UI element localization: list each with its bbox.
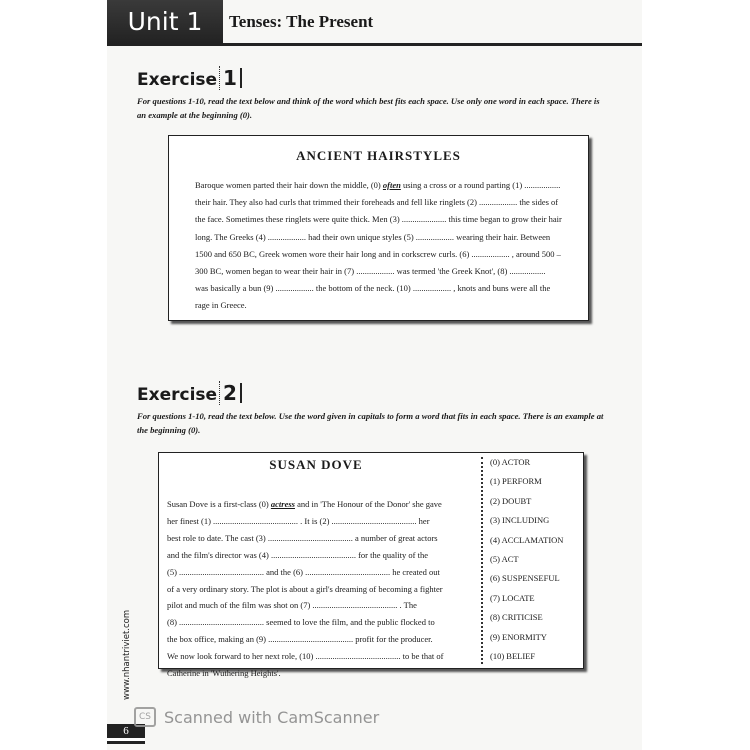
passage-line <box>195 300 247 310</box>
line-text: pilot and much of the film was shot on (7) ........................................ . The <box>167 600 417 611</box>
passage-line <box>167 550 428 560</box>
line-text: 1500 and 650 BC, Greek women wore their hair long and in corkscrew curls. (6) .................. , around 500 – <box>195 248 561 259</box>
word-list-item: (9) ENORMITY <box>490 631 547 642</box>
line-text: (8) ........................................ seemed to love the film, and the public flocked to <box>167 617 435 628</box>
word-list-item: (6) SUSPENSEFUL <box>490 573 560 584</box>
unit-label: Unit 1 <box>107 0 223 44</box>
unit-title: Tenses: The Present <box>229 12 374 31</box>
exercise-number: 1 <box>219 66 237 90</box>
exercise-2-passage-box <box>158 452 584 678</box>
word-list-item: (5) ACT <box>490 554 519 564</box>
publisher-url: www.nhantriviet.com <box>122 609 132 700</box>
word-list-item: (10) BELIEF <box>490 651 536 661</box>
word-list-item: (2) DOUBT <box>490 495 532 506</box>
line-text: and in 'The Honour of the Donor' she gave <box>294 499 442 509</box>
passage-line <box>195 232 550 242</box>
line-text: Susan Dove is a first-class (0) <box>167 499 271 509</box>
line-text: (5) ........................................ and the (6) ........................................ he created out <box>167 566 440 577</box>
passage-line <box>167 584 443 594</box>
passage-line <box>195 214 562 224</box>
passage-line <box>167 617 435 627</box>
word-list-item: (3) INCLUDING <box>490 515 550 526</box>
line-text: using a cross or a round parting (1) ................. <box>400 180 561 190</box>
passage-title: ANCIENT HAIRSTYLES <box>296 148 461 163</box>
line-text: Baroque women parted their hair down the middle, (0) <box>195 180 383 190</box>
passage-line <box>195 197 558 207</box>
passage-line <box>167 651 443 661</box>
line-text: the box office, making an (9) ........................................ profit for the producer. <box>167 634 433 645</box>
heading-bar <box>240 383 242 403</box>
passage-line <box>167 533 438 543</box>
passage-line <box>195 266 546 276</box>
example-answer: actress <box>270 499 295 509</box>
passage-line <box>167 668 281 678</box>
exercise-number: 2 <box>219 381 237 405</box>
exercise-2-heading <box>137 381 242 405</box>
line-text: the face. Sometimes these ringlets were quite thick. Men (3) ..................... this time began to grow their hair <box>195 214 562 225</box>
line-text: of a very ordinary story. The plot is about a girl's dreaming of becoming a fighter <box>167 583 443 594</box>
line-text: her finest (1) ........................................ . It is (2) ........................................ her <box>167 515 430 526</box>
passage-line <box>167 634 433 644</box>
word-list-divider <box>481 457 483 664</box>
line-text: We now look forward to her next role, (10) ........................................ to be that of <box>167 651 444 662</box>
line-text: their hair. They also had curls that trimmed their foreheads and fell like ringlets (2) .................. the sides of <box>195 197 559 208</box>
exercise-label: Exercise <box>137 385 218 405</box>
passage-line <box>167 567 440 577</box>
exercise-label: Exercise <box>137 70 218 90</box>
exercise-1-passage-box <box>168 135 589 321</box>
passage-title: SUSAN DOVE <box>269 457 363 472</box>
word-list-item: (1) PERFORM <box>490 476 542 487</box>
exercise-2-instructions: For questions 1-10, read the text below. Use the word given in capitals to form a word that fits in each space. There is an example at the beginning (0). <box>137 411 604 435</box>
camscanner-logo-icon: CS <box>134 707 156 727</box>
header-rule <box>107 43 642 46</box>
passage-line <box>167 600 417 610</box>
word-list-item: (7) LOCATE <box>490 592 535 603</box>
passage-line <box>195 249 561 259</box>
line-text: and the film's director was (4) ........................................ for the quality of the <box>167 549 428 560</box>
line-text: Catherine in 'Wuthering Heights'. <box>167 668 281 678</box>
camscanner-watermark <box>134 707 379 727</box>
passage-line <box>167 516 430 526</box>
exercise-1-instructions: For questions 1-10, read the text below and think of the word which best fits each space. Use only one word in each space. There is an example at the beginning (0). <box>137 96 600 120</box>
exercise-1-heading <box>137 66 242 90</box>
line-text: long. The Greeks (4) .................. had their own unique styles (5) .................. wearing their hair. Between <box>195 231 551 242</box>
passage-line <box>195 283 550 293</box>
line-text: rage in Greece. <box>195 300 247 311</box>
watermark-text: Scanned with CamScanner <box>164 707 380 727</box>
example-answer: often <box>382 180 401 190</box>
word-list-item: (4) ACCLAMATION <box>490 534 564 545</box>
word-list-item: (0) ACTOR <box>490 457 531 467</box>
line-text: best role to date. The cast (3) ........................................ a number of great actors <box>167 532 438 543</box>
line-text: 300 BC, women began to wear their hair in (7) .................. was termed 'the Greek Knot', (8) ................. <box>195 266 546 276</box>
passage-line <box>167 499 442 509</box>
heading-bar <box>240 68 242 88</box>
page-number: 6 <box>107 724 145 741</box>
word-list-item: (8) CRITICISE <box>490 612 543 623</box>
line-text: was basically a bun (9) .................. the bottom of the neck. (10) .................. , knots and buns were all the <box>195 283 551 294</box>
passage-line <box>195 180 560 190</box>
